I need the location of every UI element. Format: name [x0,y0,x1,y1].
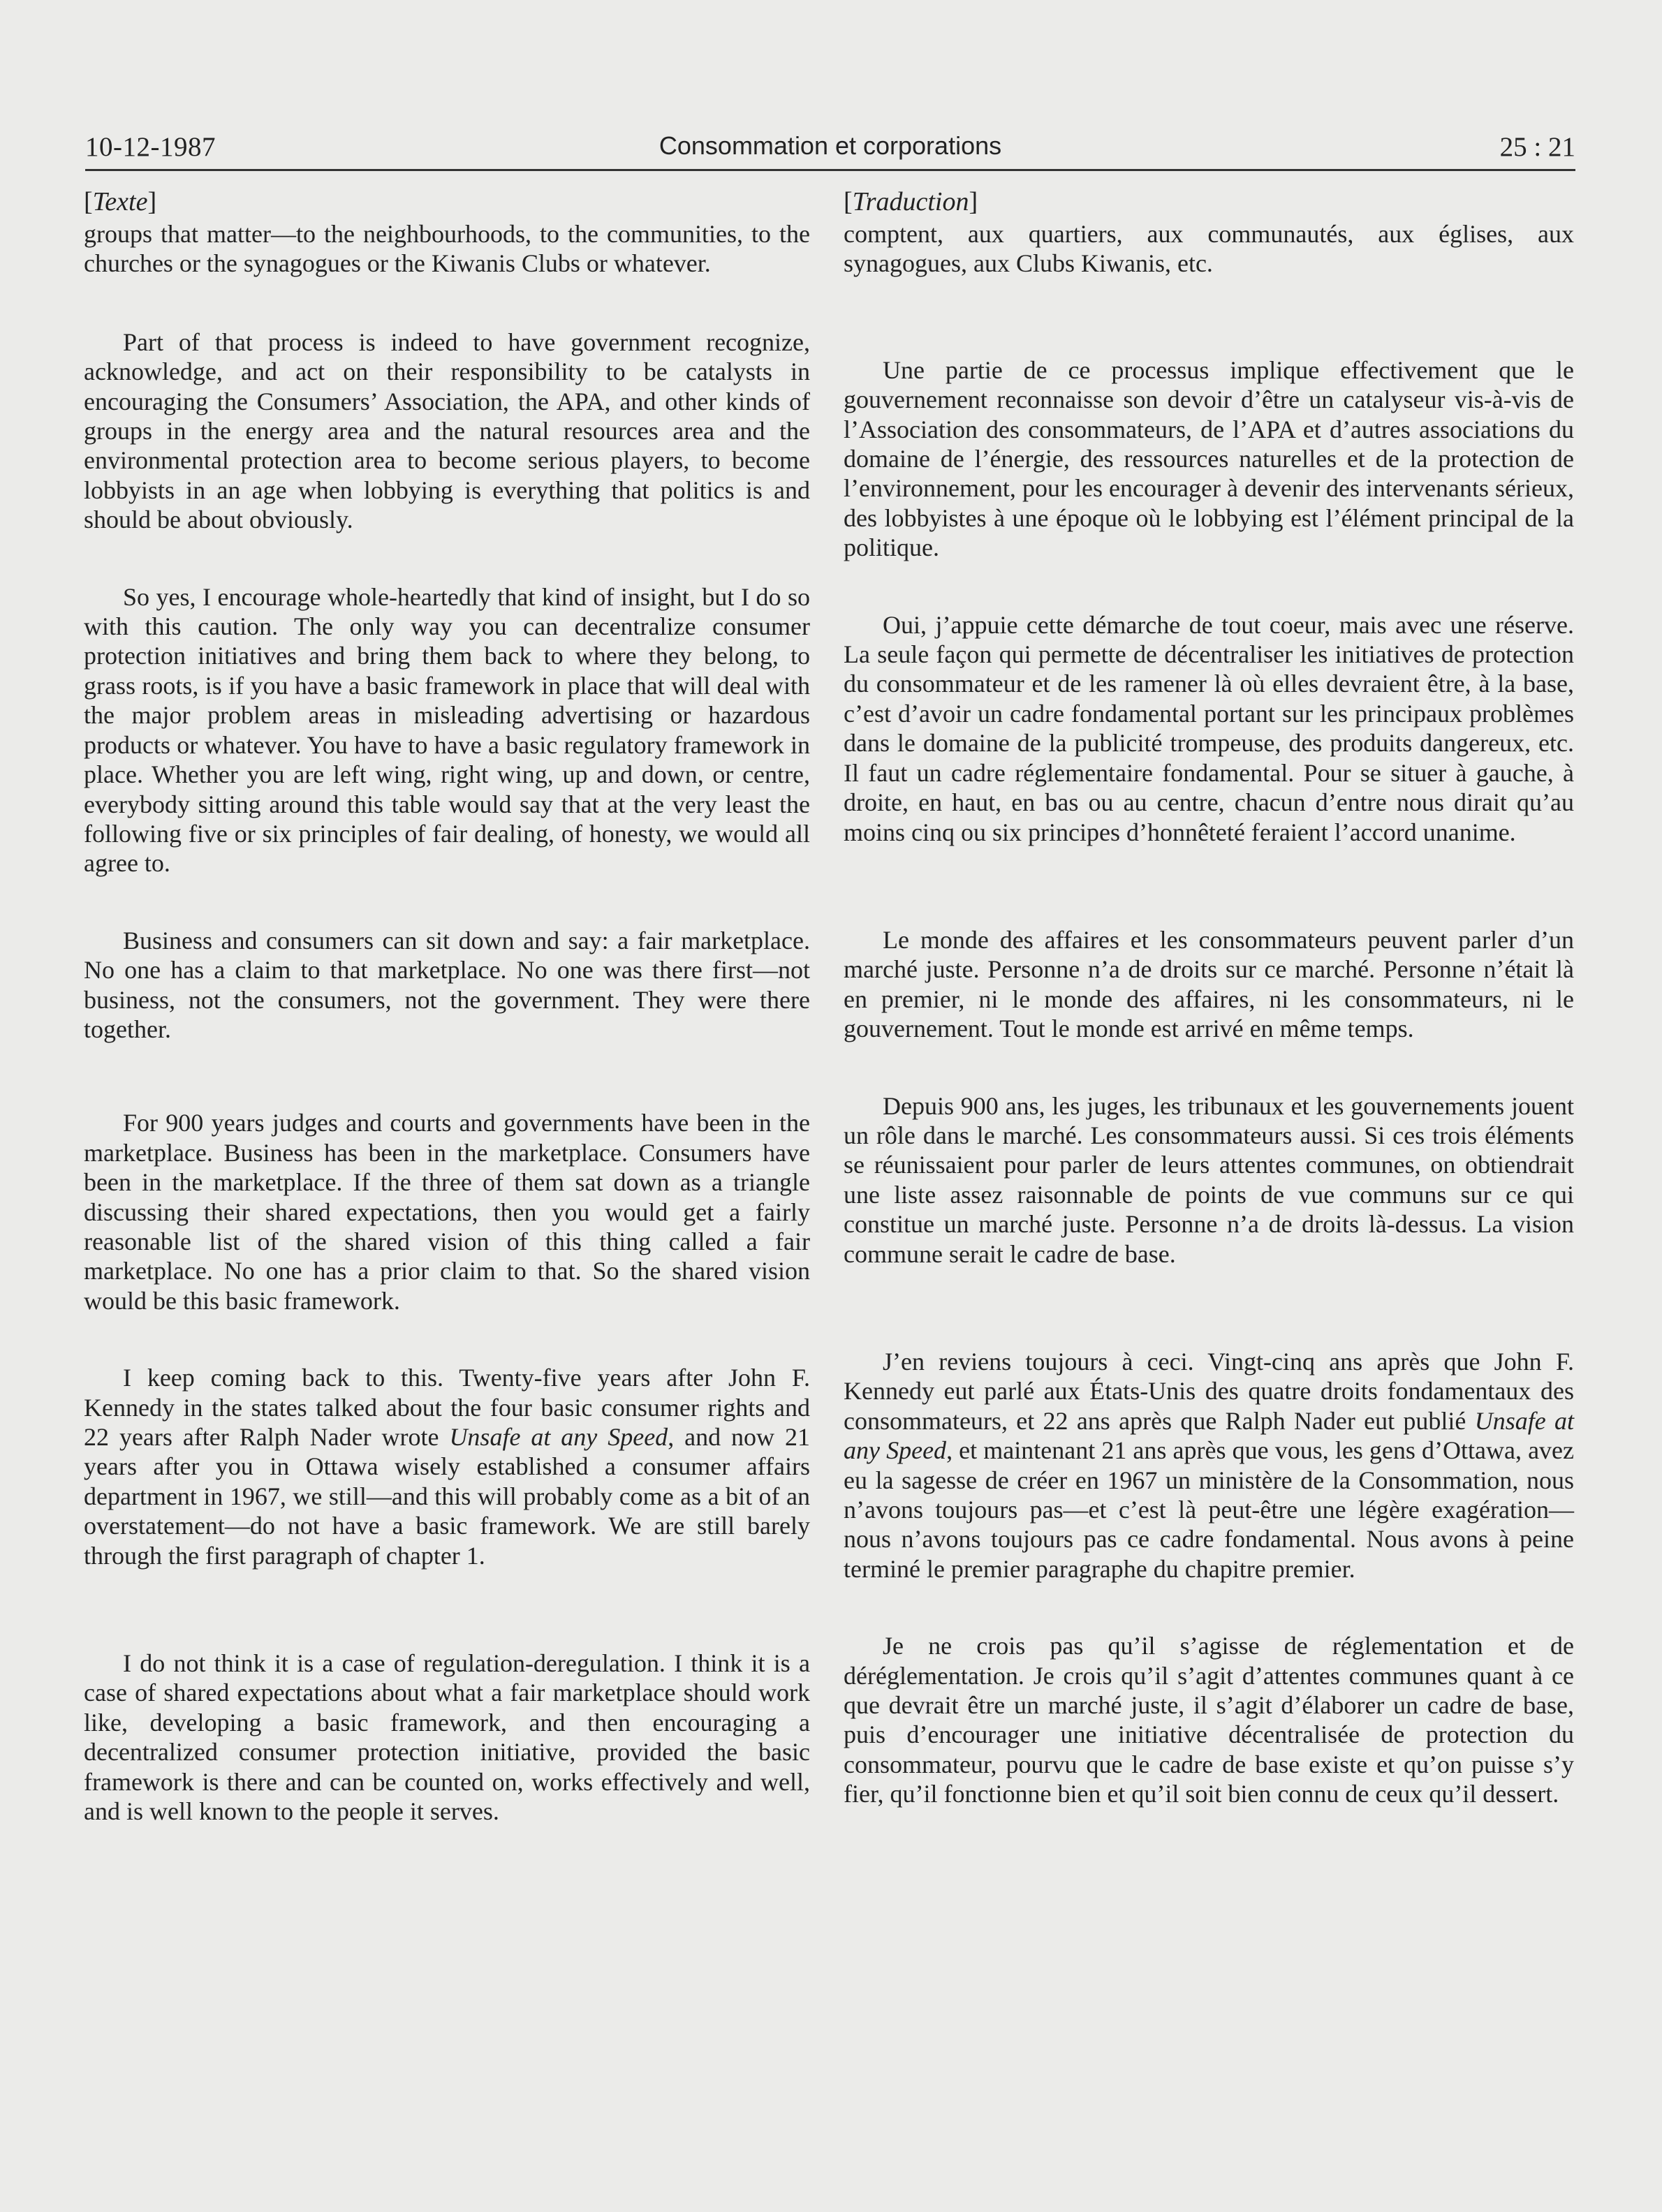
paragraph: Part of that process is indeed to have government recognize, acknowledge, and act on their responsibility to be catalysts in encouraging the Consumers’ Association, the APA, and other kinds of groups in the energy area and the natural resources area and the environmental protection area to become serious players, to become lobbyists in an age when lobbying is everything that politics is and should be about obviously. [84,327,810,534]
french-column [844,187,1574,1809]
column-label-traduction: [Traduction] [844,187,978,216]
header-rule [85,169,1575,171]
text-run: I keep coming back to this. Twenty-five years after John F. Kennedy in the states talked about the four basic consumer rights and 22 years after Ralph Nader wrote [84,1364,810,1451]
paragraph: Je ne crois pas qu’il s’agisse de réglementation et de déréglementation. Je crois qu’il s’agit d’attentes communes quant à ce que devrait être un marché juste, il s’agit d’élaborer un cadre de base, puis d’encourager une initiative décentralisée de protection du consommateur, pourvu que le cadre de base existe et qu’on puisse s’y fier, qu’il fonctionne bien et qu’il soit bien connu de ceux qu’il dessert. [844,1632,1574,1808]
page-header [85,131,1575,170]
paragraph: Une partie de ce processus implique effectivement que le gouvernement reconnaisse son devoir d’être un catalyseur vis-à-vis de l’Association des consommateurs, de l’APA et d’autres associations du domaine de l’énergie, des ressources naturelles et de la protection de l’environnement, pour les encourager à devenir des intervenants sérieux, des lobbyistes à une époque où le lobbying est l’élément principal de la politique. [844,355,1574,562]
paragraph: For 900 years judges and courts and governments have been in the marketplace. Business has been in the marketplace. Consumers have been in the marketplace. If the three of them sat down as a triangle discussing their shared expectations, then you would get a fairly reasonable list of the shared vision of this thing called a fair marketplace. No one has a prior claim to that. So the shared vision would be this basic framework. [84,1109,810,1315]
book-title: Unsafe at any Speed [449,1423,668,1451]
header-date: 10-12-1987 [85,132,216,162]
paragraph: Business and consumers can sit down and say: a fair marketplace. No one has a claim to that marketplace. No one was there first—not business, not the consumers, not the government. They were there together. [84,926,810,1043]
book-title: Unsafe at any Speed [844,1406,1575,1465]
paragraph [84,1363,810,1570]
text-run: , et maintenant 21 ans après que vous, les gens d’Ottawa, avez eu la sagesse de créer en 1967 un ministère de la Consommation, nous n’avons toujours pas—et c’est là peut-être une légère exagération—nous n’avons toujours pas ce cadre fondamental. Nous avons à peine terminé le premier paragraphe du chapitre premier. [844,1436,1575,1583]
paragraph: Depuis 900 ans, les juges, les tribunaux et les gouvernements jouent un rôle dans le marché. Les consommateurs aussi. Si ces trois éléments se réunissaient pour parler de leurs attentes communes, on obtiendrait une liste assez raisonnable de points de vue communs sur ce qui constitue un marché juste. Personne n’a de droits là-dessus. La vision commune serait le cadre de base. [844,1091,1574,1268]
text-run: J’en reviens toujours à ceci. Vingt-cinq ans après que John F. Kennedy eut parlé aux États-Unis des quatre droits fondamentaux des consommateurs, et 22 ans après que Ralph Nader eut publié [844,1347,1574,1435]
paragraph: So yes, I encourage whole-heartedly that kind of insight, but I do so with this caution. The only way you can decentralize consumer protection initiatives and bring them back to where they belong, to grass roots, is if you have a basic framework in place that will deal with the major problem areas in misleading advertising or hazardous products or whatever. You have to have a basic regulatory framework in place. Whether you are left wing, right wing, up and down, or centre, everybody sitting around this table would say that at the very least the following five or six principles of fair dealing, of honesty, we would all agree to. [84,582,810,878]
header-title: Consommation et corporations [659,131,1002,160]
column-label-texte: [Texte] [84,187,157,216]
paragraph: Le monde des affaires et les consommateurs peuvent parler d’un marché juste. Personne n’a de droits sur ce marché. Personne n’était là en premier, ni le monde des affaires, ni les consommateurs, ni le gouvernement. Tout le monde est arrivé en même temps. [844,925,1574,1043]
paragraph: Oui, j’appuie cette démarche de tout coeur, mais avec une réserve. La seule façon qui permette de décentraliser les initiatives de protection du consommateur et de les ramener là où elles devraient être, à la base, c’est d’avoir un cadre fondamental portant sur les principaux problèmes dans le domaine de la publicité trompeuse, des produits dangereux, etc. Il faut un cadre réglementaire fondamental. Pour se situer à gauche, à droite, en haut, en bas ou au centre, chacun d’entre nous dirait qu’au moins cinq ou six principes d’honnêteté feraient l’accord unanime. [844,610,1574,846]
paragraph: groups that matter—to the neighbourhoods, to the communities, to the churches or the synagogues or the Kiwanis Clubs or whatever. [84,220,810,278]
english-column [84,187,810,1826]
paragraph: I do not think it is a case of regulation-deregulation. I think it is a case of shared expectations about what a fair marketplace should work like, developing a basic framework, and then encouraging a decentralized consumer protection initiative, provided the basic framework is there and can be counted on, works effectively and well, and is well known to the people it serves. [84,1649,810,1826]
paragraph [844,1347,1574,1584]
text-run: , and now 21 years after you in Ottawa wisely established a consumer affairs department in 1967, we still—and this will probably come as a bit of an overstatement—do not have a basic framework. We are still barely through the first paragraph of chapter 1. [84,1423,810,1570]
header-page-number: 25 : 21 [1499,132,1575,162]
paragraph: comptent, aux quartiers, aux communautés, aux églises, aux synagogues, aux Clubs Kiwanis, etc. [844,220,1574,278]
